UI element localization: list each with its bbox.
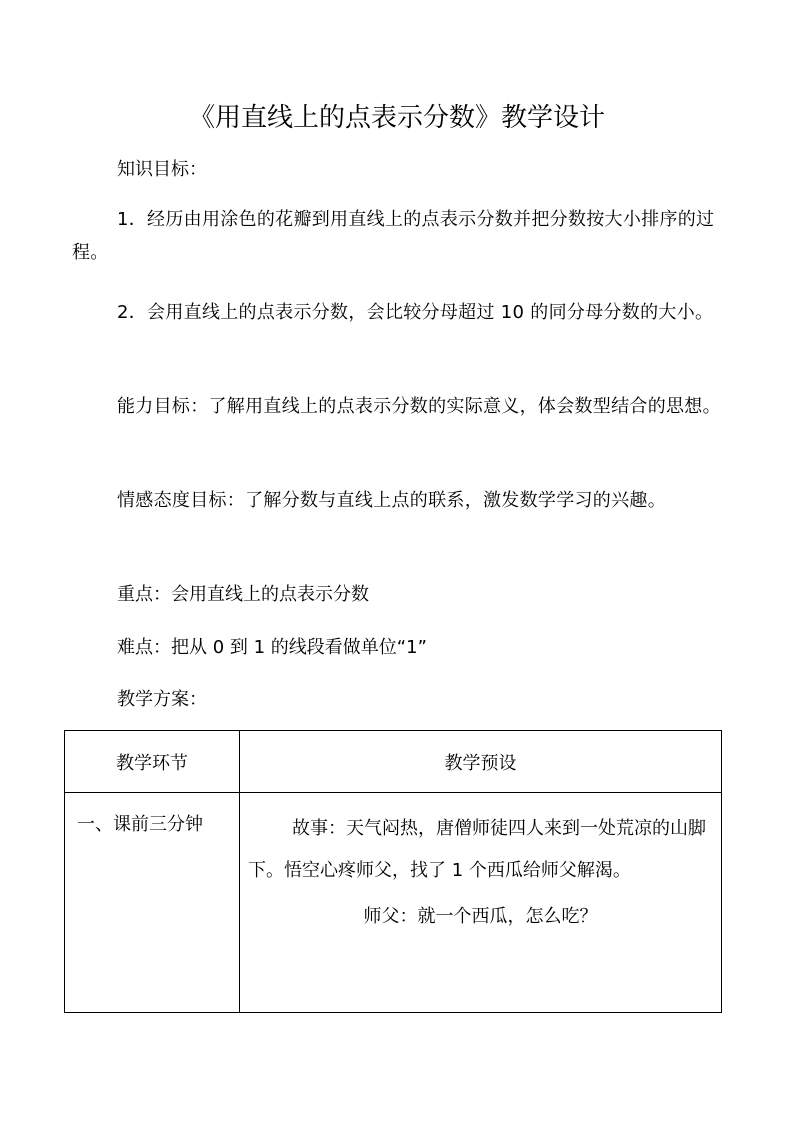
table-header-row <box>65 731 722 793</box>
knowledge-goal-item-2: 2．会用直线上的点表示分数，会比较分母超过 10 的同分母分数的大小。 <box>117 302 714 323</box>
emotion-goal: 情感态度目标：了解分数与直线上点的联系，激发数学学习的兴趣。 <box>117 490 666 511</box>
teaching-plan-heading: 教学方案： <box>117 689 207 710</box>
knowledge-goal-heading: 知识目标： <box>117 159 207 180</box>
header-teaching-stage: 教学环节 <box>65 731 240 793</box>
difficult-point: 难点：把从 0 到 1 的线段看做单位“1” <box>117 637 427 658</box>
document-title: 《用直线上的点表示分数》教学设计 <box>188 103 605 133</box>
stage-cell <box>65 793 240 1013</box>
design-cell <box>240 793 722 1013</box>
table-row <box>65 793 722 1013</box>
dialog-text: 师父：就一个西瓜，怎么吃？ <box>363 906 598 927</box>
knowledge-goal-item-1: 1．经历由用涂色的花瓣到用直线上的点表示分数并把分数按大小排序的过程。 <box>72 209 715 263</box>
key-point: 重点：会用直线上的点表示分数 <box>117 584 369 605</box>
stage-name: 一、课前三分钟 <box>77 814 203 835</box>
teaching-plan-table <box>64 730 722 1013</box>
story-text: 故事：天气闷热，唐僧师徒四人来到一处荒凉的山脚下。悟空心疼师父，找了 1 个西瓜给师父解渴。 <box>248 818 706 881</box>
ability-goal: 能力目标：了解用直线上的点表示分数的实际意义，体会数型结合的思想。 <box>117 396 721 417</box>
header-teaching-design: 教学预设 <box>240 731 722 793</box>
